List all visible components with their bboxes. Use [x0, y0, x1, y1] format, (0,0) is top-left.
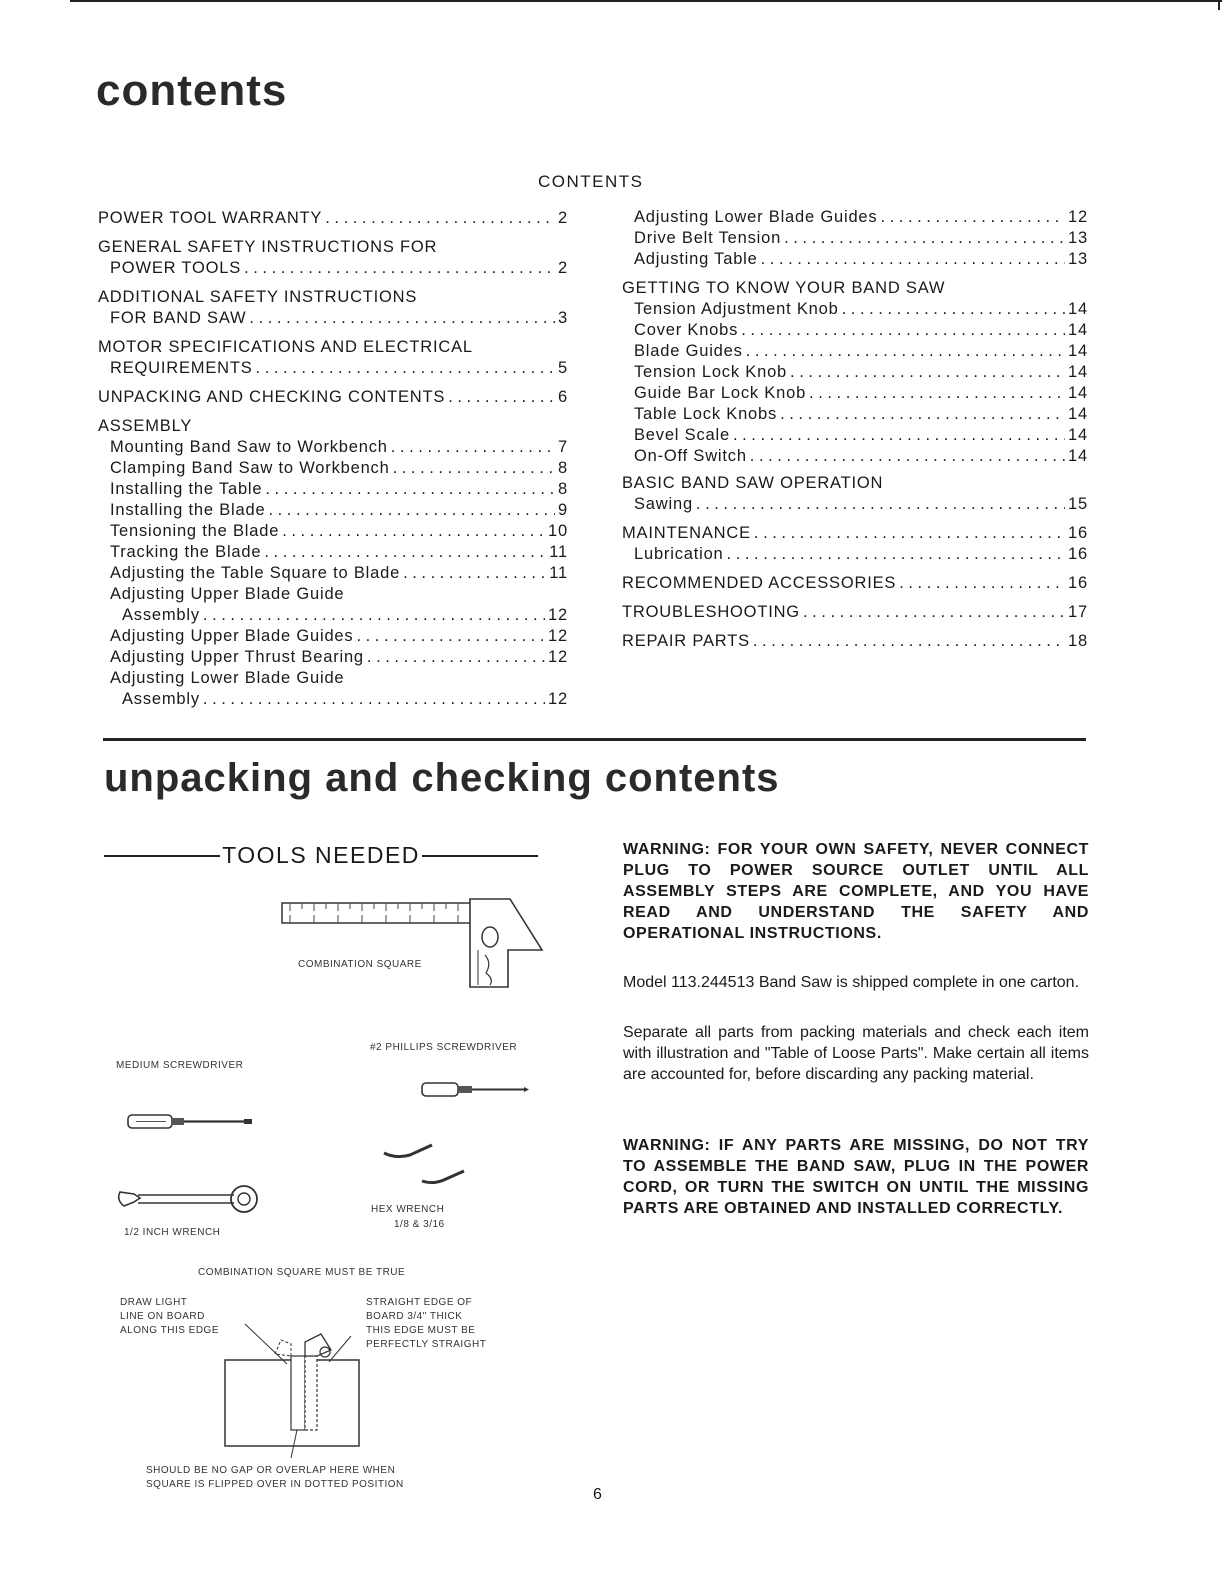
hex-wrench-sizes: 1/8 & 3/16 [394, 1219, 445, 1230]
phillips-caption: #2 PHILLIPS SCREWDRIVER [370, 1042, 518, 1053]
toc-entry[interactable]: Cover Knobs . . . 14 [622, 320, 1088, 341]
toc-heading: CONTENTS [538, 172, 644, 191]
toc-entry-unpacking[interactable]: UNPACKING AND CHECKING CONTENTS . . . 6 [98, 387, 568, 408]
toc-entry-additional-safety[interactable]: ADDITIONAL SAFETY INSTRUCTIONS FOR BAND SAW . . . 3 [98, 287, 568, 329]
toc-left-column [98, 208, 568, 710]
toc-entry[interactable]: Adjusting Lower Blade Guides . . . 12 [622, 207, 1088, 228]
top-rule [70, 0, 1222, 2]
toc-entry[interactable]: Adjusting Upper Blade Guides . . . 12 [98, 626, 568, 647]
toc-entry[interactable]: Guide Bar Lock Knob . . . 14 [622, 383, 1088, 404]
toc-entry[interactable]: Blade Guides . . . 14 [622, 341, 1088, 362]
toc-entry-upper-guide-assembly[interactable]: Adjusting Upper Blade Guide Assembly . . . 12 [98, 584, 568, 626]
toc-entry[interactable]: Tension Adjustment Knob . . . 14 [622, 299, 1088, 320]
page-number: 6 [593, 1486, 602, 1503]
no-gap-caption: SHOULD BE NO GAP OR OVERLAP HERE WHEN SQUARE IS FLIPPED OVER IN DOTTED POSITION [146, 1465, 404, 1490]
toc-entry[interactable]: Installing the Table . . . 8 [98, 479, 568, 500]
medium-screwdriver-icon [126, 1112, 256, 1132]
separate-parts-text: Separate all parts from packing materials and check each item with illustration and "Table of Loose Parts". Make certain all items are accounted for, before discarding any packing material. [623, 1024, 1089, 1083]
toc-entry[interactable]: Lubrication . . . 16 [622, 544, 1088, 565]
section-divider [103, 738, 1086, 741]
corner-mark [1218, 0, 1220, 10]
toc-entry[interactable]: Bevel Scale . . . 14 [622, 425, 1088, 446]
toc-entry[interactable]: Adjusting Upper Thrust Bearing . . . 12 [98, 647, 568, 668]
toc-entry[interactable]: Tracking the Blade . . . 11 [98, 542, 568, 563]
toc-entry-general-safety[interactable]: GENERAL SAFETY INSTRUCTIONS FOR POWER TOOLS . . . 2 [98, 237, 568, 279]
square-true-caption: COMBINATION SQUARE MUST BE TRUE [198, 1267, 406, 1278]
toc-entry[interactable]: Installing the Blade . . . 9 [98, 500, 568, 521]
toc-entry[interactable]: Table Lock Knobs . . . 14 [622, 404, 1088, 425]
toc-entry-maintenance[interactable]: MAINTENANCE . . . 16 [622, 523, 1088, 544]
toc-entry[interactable]: Drive Belt Tension . . . 13 [622, 228, 1088, 249]
toc-section-assembly: ASSEMBLY [98, 417, 193, 435]
toc-entry[interactable]: Sawing . . . 15 [622, 494, 1088, 515]
toc-entry[interactable]: On-Off Switch . . . 14 [622, 446, 1088, 467]
phillips-screwdriver-icon [420, 1080, 530, 1100]
warning-safety: WARNING: FOR YOUR OWN SAFETY, NEVER CONNECT PLUG TO POWER SOURCE OUTLET UNTIL ALL ASSEMBLY STEPS ARE COMPLETE, AND YOU HAVE READ AND UNDERSTAND THE SAFETY AND OPERATIONAL INSTRUCTIONS. [623, 841, 1089, 942]
toc-entry[interactable]: Adjusting Table . . . 13 [622, 249, 1088, 270]
combination-square-icon [280, 895, 550, 995]
half-inch-wrench-caption: 1/2 INCH WRENCH [124, 1227, 221, 1238]
toc-entry[interactable]: Mounting Band Saw to Workbench . . . 7 [98, 437, 568, 458]
tools-needed-heading: TOOLS NEEDED [104, 842, 538, 869]
toc-entry-accessories[interactable]: RECOMMENDED ACCESSORIES . . . 16 [622, 573, 1088, 594]
toc-entry[interactable]: Clamping Band Saw to Workbench . . . 8 [98, 458, 568, 479]
warning-missing-parts: WARNING: IF ANY PARTS ARE MISSING, DO NOT TRY TO ASSEMBLE THE BAND SAW, PLUG IN THE POWER CORD, OR TURN THE SWITCH ON UNTIL THE MISSING PARTS ARE OBTAINED AND INSTALLED CORRECTLY. [623, 1137, 1089, 1217]
toc-entry-motor-specs[interactable]: MOTOR SPECIFICATIONS AND ELECTRICAL REQUIREMENTS . . . 5 [98, 337, 568, 379]
medium-screwdriver-caption: MEDIUM SCREWDRIVER [116, 1060, 244, 1071]
toc-entry-repair-parts[interactable]: REPAIR PARTS . . . 18 [622, 631, 1088, 652]
straight-edge-caption: STRAIGHT EDGE OF BOARD 3/4" THICK THIS EDGE MUST BE PERFECTLY STRAIGHT [366, 1297, 487, 1350]
combination-square-caption: COMBINATION SQUARE [298, 959, 422, 970]
toc-entry[interactable]: POWER TOOL WARRANTY . . . 2 [98, 208, 568, 229]
square-test-diagram-icon [225, 1320, 365, 1465]
toc-entry[interactable]: Tensioning the Blade . . . 10 [98, 521, 568, 542]
draw-light-caption: DRAW LIGHT LINE ON BOARD ALONG THIS EDGE [120, 1297, 220, 1336]
toc-right-column [622, 207, 1088, 652]
toc-section-basic-operation: BASIC BAND SAW OPERATION [622, 474, 884, 492]
toc-entry[interactable]: Tension Lock Knob . . . 14 [622, 362, 1088, 383]
contents-title: contents [96, 66, 288, 115]
toc-section-getting-to-know: GETTING TO KNOW YOUR BAND SAW [622, 279, 946, 297]
model-text: Model 113.244513 Band Saw is shipped complete in one carton. [623, 974, 1080, 991]
hex-wrench-caption: HEX WRENCH [371, 1204, 445, 1215]
toc-entry-troubleshooting[interactable]: TROUBLESHOOTING . . . 17 [622, 602, 1088, 623]
unpacking-title: unpacking and checking contents [104, 756, 780, 800]
hex-wrench-icon [380, 1135, 470, 1195]
toc-entry[interactable]: Adjusting the Table Square to Blade . . . 11 [98, 563, 568, 584]
half-inch-wrench-icon [114, 1182, 264, 1218]
toc-entry-lower-guide-assembly[interactable]: Adjusting Lower Blade Guide Assembly . . . 12 [98, 668, 568, 710]
